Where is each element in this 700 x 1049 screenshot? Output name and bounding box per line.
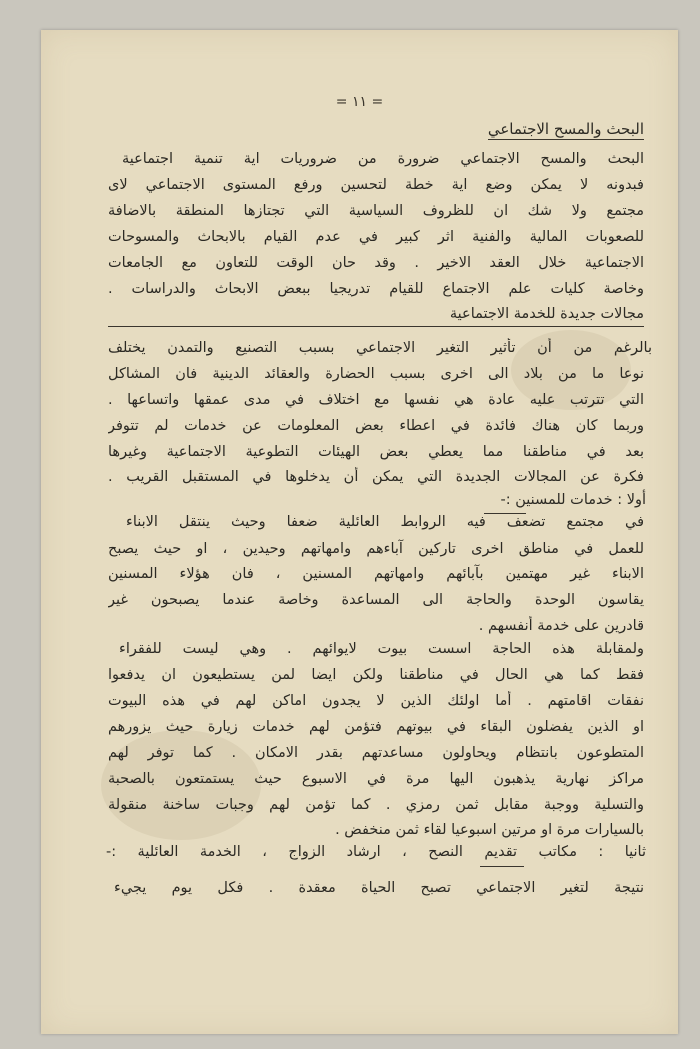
paragraph-line: الابناء غير مهتمين بآبائهم وامهاتهم المسنين ، فان هؤلاء المسنين xyxy=(108,566,644,582)
paragraph-line: فقط كما هي الحال في مناطقنا ولكن ايضا لمن يستطيعون ان يدفعوا xyxy=(108,667,644,683)
subsection-title: ثانيا : مكاتب تقديم النصح ، ارشاد الزواج ، الخدمة العائلية :- xyxy=(106,844,646,860)
paragraph-line: التي تترتب عليه عادة هي نفسها مع اختلاف في مدى عمقها واتساعها . xyxy=(108,392,644,408)
paragraph-line: ولمقابلة هذه الحاجة اسست بيوت لايوائهم . وهي ليست للفقراء xyxy=(119,641,644,657)
paragraph-line: بعد في مناطقنا مما يعطي بعض الهيئات التطوعية الاجتماعية وغيرها xyxy=(108,444,644,460)
paragraph-line: نوعا ما من بلاد الى اخرى بسبب الحضارة والعقائد الدينية فان المشاكل xyxy=(108,366,644,382)
paragraph-line: المتطوعون بانتظام ويحاولون مساعدتهم بقدر الامكان . كما توفر لهم xyxy=(108,745,644,761)
page-heading: البحث والمسح الاجتماعي xyxy=(487,120,644,138)
paragraph-line: بالسيارات مرة او مرتين اسبوعيا لقاء ثمن منخفض . xyxy=(335,822,644,838)
section-title: مجالات جديدة للخدمة الاجتماعية xyxy=(449,306,644,322)
paragraph-line: نفقات اقامتهم . أما اولئك الذين لا يجدون اماكن لهم في هذه البيوت xyxy=(108,693,644,709)
paragraph-line: البحث والمسح الاجتماعي ضرورة من ضروريات اية تنمية اجتماعية xyxy=(122,151,644,167)
paragraph-line: نتيجة لتغير الاجتماعي تصبح الحياة معقدة . فكل يوم يجيء xyxy=(114,880,644,896)
subsection-underline xyxy=(480,866,524,867)
paragraph-line: يقاسون الوحدة والحاجة الى المساعدة وخاصة عندما يصبحون غير xyxy=(108,592,644,608)
paragraph-line: فكرة عن المجالات الجديدة التي يمكن أن يدخلوها في المستقبل القريب . xyxy=(108,469,644,485)
paragraph-line: وخاصة كليات علم الاجتماع للقيام تدريجيا ببعض الابحاث والدراسات . xyxy=(108,281,644,297)
paragraph-line: للعمل في مناطق اخرى تاركين آباءهم وامهاتهم وحيدين ، او حيث يصبح xyxy=(108,541,644,557)
paragraph-line: في مجتمع تضعف فيه الروابط العائلية ضعفا وحيث ينتقل الابناء xyxy=(126,514,644,530)
section-title-underline xyxy=(108,326,644,327)
paragraph-line: مجتمع ولا شك ان للظروف السياسية التي تجتازها المنطقة بالاضافة xyxy=(108,203,644,219)
page-number: = ١١ = xyxy=(335,94,384,110)
subsection-title: أولا : خدمات للمسنين :- xyxy=(500,492,646,508)
paragraph-line: للصعوبات المالية والفنية اثر كبير في عدم القيام بالابحاث والمسوحات xyxy=(108,229,644,245)
paragraph-line: قادرين على خدمة أنفسهم . xyxy=(478,618,644,634)
paragraph-line: والتسلية ووجبة مقابل ثمن رمزي . كما تؤمن لهم وجبات ساخنة منقولة xyxy=(108,797,644,813)
paragraph-line: او الذين يفضلون البقاء في بيوتهم فتؤمن لهم خدمات زيارة حيث يزورهم xyxy=(108,719,644,735)
paragraph-line: وربما كان هناك فائدة في اعطاء بعض المعلومات عن خدمات لم تتوفر xyxy=(108,418,644,434)
paragraph-line: بالرغم من أن تأثير التغير الاجتماعي بسبب التصنيع والتمدن يختلف xyxy=(108,340,652,356)
paragraph-line: مراكز نهارية يذهبون اليها مرة في الاسبوع حيث يستمتعون بالصحبة xyxy=(108,771,644,787)
paragraph-line: فبدونه لا يمكن وضع اية خطة لتحسين ورفع المستوى الاجتماعي لاى xyxy=(108,177,644,193)
paragraph-line: الاجتماعية خلال العقد الاخير . وقد حان الوقت للتعاون مع الجامعات xyxy=(108,255,644,271)
